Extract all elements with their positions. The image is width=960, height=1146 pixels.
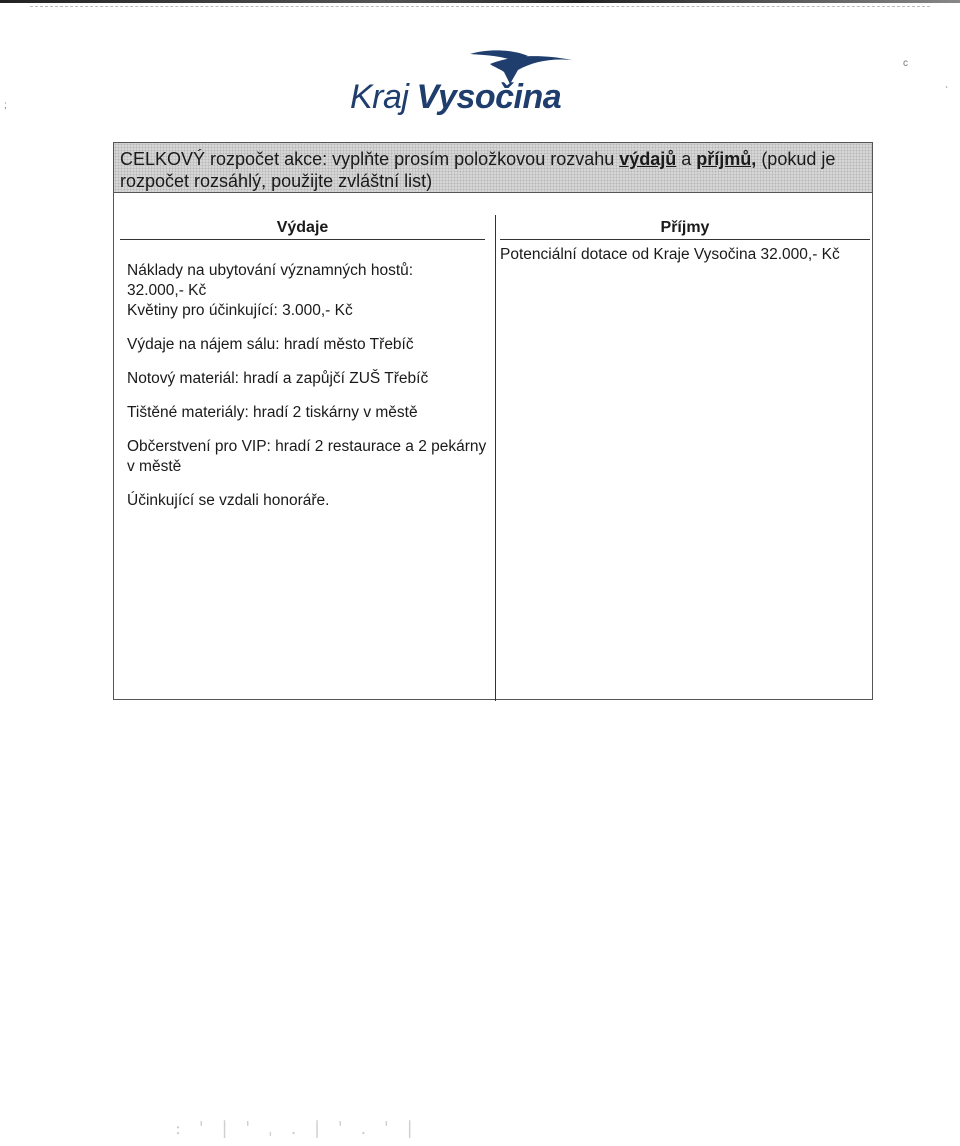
scan-speck: ; <box>4 100 7 111</box>
banner-expenses-word: výdajů <box>619 149 677 169</box>
logo-kraj: Kraj <box>350 78 409 116</box>
expense-item: Účinkující se vzdali honoráře. <box>127 492 330 509</box>
expense-item: Výdaje na nájem sálu: hradí město Třebíč <box>127 336 414 353</box>
scan-speck: ˋ <box>945 86 949 97</box>
logo-vysocina: Vysočina <box>416 78 562 116</box>
scan-top-dashes <box>30 6 930 8</box>
expense-item: Tištěné materiály: hradí 2 tiskárny v městě <box>127 404 418 421</box>
scan-bleed-through: : ' | ' ˌ . | ' . ' | <box>175 1118 419 1139</box>
expenses-column <box>127 261 489 525</box>
kraj-vysocina-logo <box>350 42 580 122</box>
column-divider <box>495 215 496 701</box>
banner-text: CELKOVÝ rozpočet akce: vyplňte prosím položkovou rozvahu <box>120 149 620 169</box>
expenses-heading: Výdaje <box>120 219 485 240</box>
banner-income-word: příjmů, <box>696 149 757 169</box>
banner-and: a <box>676 149 697 169</box>
income-line: Potenciální dotace od Kraje Vysočina 32.000,- Kč <box>500 246 840 263</box>
expense-line: Náklady na ubytování významných hostů: <box>127 262 414 279</box>
budget-banner <box>114 143 872 192</box>
expense-item: Občerstvení pro VIP: hradí 2 restaurace a 2 pekárny v městě <box>127 438 487 475</box>
banner-divider <box>114 192 872 193</box>
expense-line: Květiny pro účinkující: 3.000,- Kč <box>127 302 353 319</box>
income-column <box>500 245 872 265</box>
income-heading: Příjmy <box>500 219 870 240</box>
expense-item: Notový materiál: hradí a zapůjčí ZUŠ Třebíč <box>127 370 429 387</box>
expense-line: 32.000,- Kč <box>127 282 207 299</box>
banner-note: (pokud je rozpočet rozsáhlý, použijte zvláštní list) <box>120 149 836 191</box>
budget-table <box>113 142 873 700</box>
scan-top-edge <box>0 0 960 3</box>
logo-wordmark <box>350 78 561 117</box>
scan-speck: c <box>903 58 908 69</box>
